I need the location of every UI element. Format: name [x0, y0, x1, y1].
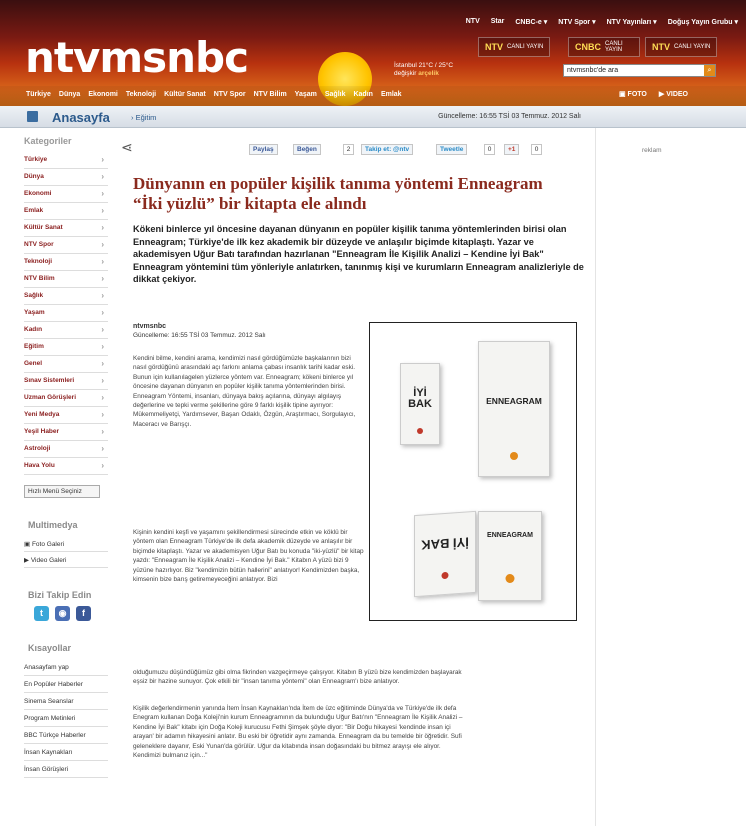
- tweet-button[interactable]: Tweetle: [436, 144, 467, 155]
- weather-widget[interactable]: [394, 62, 453, 78]
- book-cover-front-large: [478, 341, 550, 477]
- top-nav-item[interactable]: NTV Yayınları ▾: [606, 19, 657, 26]
- video-icon: ▶: [24, 557, 31, 564]
- top-nav-item[interactable]: CNBC-e ▾: [515, 19, 548, 26]
- tv-label: CANLI YAYIN: [507, 44, 544, 50]
- category-link[interactable]: Eğitim ›: [24, 339, 108, 356]
- top-nav-item[interactable]: Star: [490, 18, 505, 25]
- video-link[interactable]: [659, 90, 688, 98]
- top-nav-item[interactable]: NTV: [465, 18, 480, 25]
- nav-item[interactable]: Emlak: [380, 91, 402, 98]
- category-link[interactable]: Yeni Medya ›: [24, 407, 108, 424]
- shortcuts-title: Kısayollar: [28, 643, 72, 653]
- tv-brand: NTV: [485, 42, 503, 52]
- shortcut-link[interactable]: Anasayfam yap: [24, 659, 108, 676]
- shortcut-link[interactable]: En Popüler Haberler: [24, 676, 108, 693]
- home-icon[interactable]: [27, 111, 38, 122]
- nav-item[interactable]: Yaşam: [294, 91, 317, 98]
- book-cover-front-small: [400, 363, 440, 445]
- category-link[interactable]: Genel ›: [24, 356, 108, 373]
- book-emblem: [506, 574, 515, 583]
- breadcrumb-section[interactable]: › Eğitim: [131, 113, 157, 122]
- top-nav-item[interactable]: Doğuş Yayın Grubu ▾: [667, 19, 738, 26]
- category-link[interactable]: Yaşam ›: [24, 305, 108, 322]
- tv-label: CANLI YAYIN: [674, 44, 711, 50]
- plus-count: 0: [531, 144, 542, 155]
- camera-icon: ▣: [24, 541, 32, 548]
- category-link[interactable]: Yeşil Haber ›: [24, 424, 108, 441]
- shortcut-link[interactable]: Sinema Seanslar: [24, 693, 108, 710]
- category-link[interactable]: Uzman Görüşleri ›: [24, 390, 108, 407]
- book-title: ENNEAGRAM: [487, 532, 533, 539]
- site-logo[interactable]: ntvmsnbc: [25, 33, 248, 82]
- article-paragraph: Kendini bilme, kendini arama, kendimizi nasıl gördüğümüzle başkalarının bizi nasıl gördüğünü arasındaki açı farkını anlama çabası insanlık tarihi kadar eski. Bunun için kullanılagelen yüzlerce yöntem var. Enneagram; kökeni binlerce yıl öncesine dayanan dünyanın en popüler kişilik tanıma yöntemlerinden birisi. Enneagram Yöntemi, insanları, dünyaya bakış açılarına, dünyayı algılayış değerlerine ve tepki verme şekillerine göre 9 farklı kişilik tipine ayırıyor: Mükemmeliyetçi, Yardımsever, Başarı Odaklı, Özgün, Araştırmacı, Sorgulayıcı, Maceracı ve Barışçı.: [133, 355, 356, 428]
- google-plus-button[interactable]: +1: [504, 144, 519, 155]
- ad-column: [595, 128, 746, 826]
- rss-icon[interactable]: ◉: [55, 606, 70, 621]
- foto-link[interactable]: [619, 90, 647, 98]
- category-link[interactable]: Sağlık ›: [24, 288, 108, 305]
- video-icon: ▶: [658, 91, 667, 98]
- category-link[interactable]: Kadın ›: [24, 322, 108, 339]
- video-label: VIDEO: [666, 91, 688, 98]
- category-link[interactable]: Kültür Sanat ›: [24, 220, 108, 237]
- article-paragraph: Kişilik değerlendirmenin yanında İtem İnsan Kaynakları'nda İtem de üzc eğitiminde Dünya'da ve Türkiye'de ilk defa Enegram kullanan Doğa Koleji'nin kurum Enneagramının da bulunduğu Uğur Batı'nın "Enneagram İle Kişilik Analizi – Kendine İyi Bak" kitabı için Doğa Koleji kurucusu Fethi Şimşek şöyle diyor: "Bir Doğu hikayesi 'kendinde insan içi arayan' bir adamın hikayesini anlatır. Bu eski bir öğretidir aynı zamanda. Enneagram da bu temelde bir öğretidir. Sufi geleneklere dayanır, Eski Yunan'da görülür. Uğur da kitabında insan doğasındaki bu bitmez arayışı ele alıyor. Kendimizi bulmanız için...": [133, 705, 463, 760]
- video-gallery-label: Video Galeri: [30, 557, 67, 564]
- top-nav-item[interactable]: NTV Spor ▾: [558, 19, 596, 26]
- article-paragraph: olduğumuzu düşündüğümüz gibi olma fikrinden vazgeçirmeye çalışıyor. Kitabın B yüzü bize kendimizden başlayarak eşsiz bir hazine sunuyor. Çok etkili bir "insan tanıma yöntemi" olan Enneagram'ı bize anlatıyor.: [133, 669, 462, 686]
- category-link[interactable]: NTV Spor ›: [24, 237, 108, 254]
- tv-brand: CNBC: [575, 42, 601, 52]
- category-link[interactable]: Türkiye ›: [24, 152, 108, 169]
- nav-item[interactable]: NTV Bilim: [253, 91, 287, 98]
- category-link[interactable]: Teknoloji ›: [24, 254, 108, 271]
- foto-gallery-link[interactable]: [24, 536, 108, 552]
- nav-item[interactable]: Teknoloji: [125, 91, 157, 98]
- social-bar: [121, 136, 591, 156]
- weather-desc: değişkir: [394, 70, 417, 77]
- weather-temp: İstanbul 21°C / 25°C: [394, 62, 454, 69]
- byline: [133, 322, 266, 340]
- book-image[interactable]: [369, 322, 577, 621]
- multimedia-title: Multimedya: [28, 520, 78, 530]
- nav-item[interactable]: Kadın: [353, 91, 373, 98]
- article-paragraph: Kişinin kendini keşfi ve yaşamını şekillendirmesi sürecinde etkin ve köklü bir yöntem olan Enneagram Türkiye'de ilk defa akademik düzeyde ve anlaşılır bir biçimde kitaplaştı. Yazar ve akademisyen Uğur Batı bu konuda "iki-yüzlü" bir kitap yazdı: "Enneagram İle Kişilik Analizi – Kendine İyi Bak." Kitabın A yüzü bizi 9 yüzüne hazırlıyor. Biz "kendimizin bütün hallerini" anlatıyor! Kendimizden başka, kimsenin bize barış getiremeyeceğini anlatıyor. Bizi: [133, 529, 364, 584]
- category-link[interactable]: Dünya ›: [24, 169, 108, 186]
- twitter-follow-button[interactable]: Takip et: @ntv: [361, 144, 413, 155]
- like-count: 2: [343, 144, 354, 155]
- nav-item[interactable]: Türkiye: [26, 91, 51, 98]
- nav-item[interactable]: NTV Spor: [213, 91, 246, 98]
- search-input[interactable]: ntvmsnbc'de ara: [563, 64, 716, 77]
- article-date: Güncelleme: 16:55 TSİ 03 Temmuz. 2012 Salı: [133, 332, 266, 339]
- camera-icon: ▣: [618, 91, 628, 98]
- category-link[interactable]: Ekonomi ›: [24, 186, 108, 203]
- shortcut-link[interactable]: İnsan Kaynakları: [24, 744, 108, 761]
- breadcrumb: [0, 106, 746, 128]
- weather-sponsor: arçelik: [418, 70, 439, 77]
- foto-gallery-label: Foto Galeri: [31, 541, 65, 548]
- live-tv-ntv[interactable]: [478, 37, 550, 57]
- share-icon[interactable]: ⋖: [121, 139, 133, 155]
- top-nav: [466, 18, 738, 26]
- follow-title: Bizi Takip Edin: [28, 590, 92, 600]
- category-link[interactable]: Emlak ›: [24, 203, 108, 220]
- book-cover-back-small: [414, 511, 476, 597]
- facebook-icon[interactable]: f: [76, 606, 91, 621]
- shortcut-link[interactable]: İnsan Görüşleri: [24, 761, 108, 778]
- twitter-icon[interactable]: t: [34, 606, 49, 621]
- sidebar: [24, 128, 108, 826]
- shortcut-link[interactable]: Program Metinleri: [24, 710, 108, 727]
- breadcrumb-home[interactable]: Anasayfa: [52, 110, 110, 125]
- quick-menu-select[interactable]: Hızlı Menü Seçiniz: [24, 485, 100, 498]
- book-title: ENNEAGRAM: [486, 396, 542, 406]
- category-link[interactable]: NTV Bilim ›: [24, 271, 108, 288]
- nav-item[interactable]: Kültür Sanat: [164, 91, 206, 98]
- category-link[interactable]: Sınav Sistemleri ›: [24, 373, 108, 390]
- main-nav: [0, 86, 746, 106]
- nav-item[interactable]: Ekonomi: [88, 91, 118, 98]
- categories-title: Kategoriler: [24, 136, 72, 146]
- update-time: Güncelleme: 16:55 TSİ 03 Temmuz. 2012 Salı: [438, 113, 581, 120]
- book-emblem: [442, 572, 449, 579]
- search-icon[interactable]: ⌕: [704, 65, 715, 76]
- tweet-count: 0: [484, 144, 495, 155]
- tv-brand: NTV: [652, 42, 670, 52]
- tv-label: CANLI YAYIN: [605, 41, 623, 53]
- book-title: İYİ BAK: [421, 534, 469, 553]
- facebook-like-button[interactable]: Beğen: [293, 144, 321, 155]
- book-cover-back-large: [478, 511, 542, 601]
- book-emblem: [417, 428, 423, 434]
- article-lead: Kökeni binlerce yıl öncesine dayanan dünyanın en popüler kişilik tanıma yöntemlerinden birisi olan Enneagram; Türkiye'de ilk kez akademik bir düzeyde ve anlaşılır biçimde kitaplaştı. Yazar ve akademisyen Uğur Batı tarafından hazırlanan "Enneagram İle Kişilik Analizi – Kendine İyi Bak" Enneagram yöntemini tüm yönleriyle anlatırken, tanınmış kişi ve kurumların Enneagram analizleriyle de dikkat çekiyor.: [133, 224, 584, 284]
- ad-label: reklam: [642, 147, 662, 154]
- article-title: Dünyanın en popüler kişilik tanıma yöntemi Enneagram “İki yüzlü” bir kitapta ele alındı: [133, 174, 543, 213]
- book-emblem: [510, 452, 518, 460]
- site-header: [0, 0, 746, 106]
- live-tv-cnbc[interactable]: [568, 37, 640, 57]
- nav-item[interactable]: Dünya: [58, 91, 81, 98]
- author: ntvmsnbc: [133, 323, 167, 330]
- foto-label: FOTO: [627, 91, 647, 98]
- category-link[interactable]: Hava Yolu ›: [24, 458, 108, 475]
- video-gallery-link[interactable]: [24, 552, 108, 568]
- nav-item[interactable]: Sağlık: [324, 91, 346, 98]
- facebook-share-button[interactable]: Paylaş: [249, 144, 278, 155]
- book-title: İYİ BAK: [408, 387, 432, 410]
- shortcut-link[interactable]: BBC Türkçe Haberler: [24, 727, 108, 744]
- category-link[interactable]: Astroloji ›: [24, 441, 108, 458]
- live-tv-ntvspor[interactable]: [645, 37, 717, 57]
